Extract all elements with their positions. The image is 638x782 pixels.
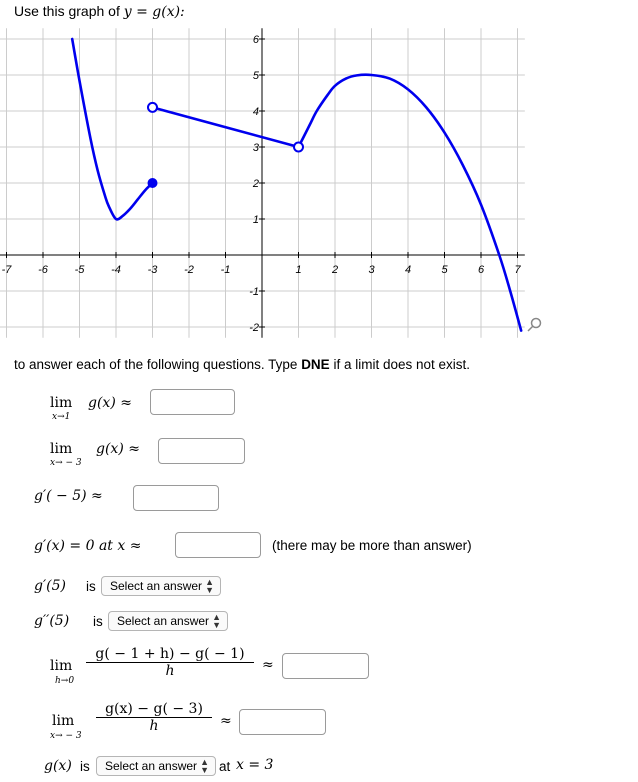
q6-expression: g′′(5) <box>34 613 70 629</box>
q6-select[interactable] <box>108 611 228 631</box>
q4-note: (there may be more than answer) <box>272 538 472 553</box>
x-tick-label: 7 <box>514 264 521 276</box>
y-tick-label: -2 <box>249 322 259 334</box>
x-tick-label: -2 <box>184 264 194 276</box>
intro-label: Use this graph of <box>14 3 120 19</box>
q7-approx: ≈ <box>262 657 274 673</box>
x-tick-label: 4 <box>404 264 412 276</box>
y-tick-label: 5 <box>252 70 259 82</box>
chevron-updown-icon: ▲ ▼ <box>200 757 209 775</box>
intro-text <box>14 3 185 20</box>
q7-fraction <box>86 646 254 679</box>
curve-segment-1 <box>72 39 152 219</box>
instructions <box>14 357 470 372</box>
instructions-after: if a limit does not exist. <box>329 357 471 372</box>
q4-expression: g′(x) = 0 at x ≈ <box>34 538 142 554</box>
x-tick-label: -5 <box>74 264 85 276</box>
x-tick-label: 3 <box>368 264 375 276</box>
q9-expression: g(x) <box>44 758 72 774</box>
x-tick-label: 1 <box>295 264 302 276</box>
chevron-updown-icon: ▲ ▼ <box>205 577 214 595</box>
x-tick-label: 2 <box>331 264 339 276</box>
q5-is: is <box>86 579 96 594</box>
q9-is: is <box>80 759 90 774</box>
function-graph <box>1 30 550 342</box>
y-tick-label: -1 <box>249 286 259 298</box>
open-point <box>294 143 303 152</box>
q6-is: is <box>93 614 103 629</box>
curve <box>72 39 521 331</box>
instructions-before: to answer each of the following questions. Type <box>14 357 302 372</box>
x-tick-label: -6 <box>38 264 48 276</box>
q1-answer-input[interactable] <box>150 389 235 415</box>
q9-select-label: Select an answer <box>105 759 198 773</box>
q9-at: at <box>219 759 231 774</box>
q7-answer-input[interactable] <box>282 653 369 679</box>
x-tick-label: -1 <box>220 264 231 276</box>
q1-lim: lim <box>50 395 73 411</box>
x-tick-label: -7 <box>1 264 12 276</box>
q8-denominator: h <box>149 718 159 734</box>
instructions-dne: DNE <box>301 357 330 372</box>
q5-select-label: Select an answer <box>110 579 203 593</box>
x-tick-label: -3 <box>147 264 158 276</box>
q8-approx: ≈ <box>220 713 232 729</box>
q2-lim-sub: x→ − 3 <box>50 458 82 468</box>
q2-expression: g(x) ≈ <box>96 441 140 457</box>
magnify-icon[interactable] <box>528 319 541 332</box>
q8-numerator: g(x) − g( − 3) <box>105 701 203 717</box>
q2-lim: lim <box>50 441 73 457</box>
q2-answer-input[interactable] <box>158 438 245 464</box>
y-tick-label: 6 <box>252 34 259 46</box>
q8-lim: lim <box>52 713 75 729</box>
y-tick-label: 4 <box>252 106 259 118</box>
curve-segment-3 <box>299 75 522 331</box>
closed-point <box>148 178 158 188</box>
q8-fraction <box>96 701 212 734</box>
q7-lim-sub: h→0 <box>55 676 75 686</box>
q5-select[interactable] <box>101 576 221 596</box>
intro-equation: y = g(x): <box>123 4 185 20</box>
y-tick-label: 3 <box>252 142 259 154</box>
x-tick-label: 6 <box>477 264 485 276</box>
q3-answer-input[interactable] <box>133 485 219 511</box>
q9-select[interactable] <box>96 756 216 776</box>
q3-expression: g′( − 5) ≈ <box>34 488 103 504</box>
q5-expression: g′(5) <box>34 578 66 594</box>
q7-lim: lim <box>50 658 73 674</box>
chevron-updown-icon: ▲ ▼ <box>212 612 221 630</box>
q7-numerator: g( − 1 + h) − g( − 1) <box>95 646 245 662</box>
q1-expression: g(x) ≈ <box>88 395 132 411</box>
q4-answer-input[interactable] <box>175 532 261 558</box>
x-tick-label: -4 <box>111 264 121 276</box>
y-tick-label: 1 <box>252 214 259 226</box>
q6-select-label: Select an answer <box>117 614 210 628</box>
q1-lim-sub: x→1 <box>52 412 71 422</box>
q8-answer-input[interactable] <box>239 709 326 735</box>
x-tick-label: 5 <box>441 264 448 276</box>
q9-at-equation: x = 3 <box>236 757 274 773</box>
q8-lim-sub: x→ − 3 <box>50 731 82 741</box>
y-tick-label: 2 <box>252 178 259 190</box>
open-point <box>148 103 157 112</box>
q7-denominator: h <box>165 663 175 679</box>
